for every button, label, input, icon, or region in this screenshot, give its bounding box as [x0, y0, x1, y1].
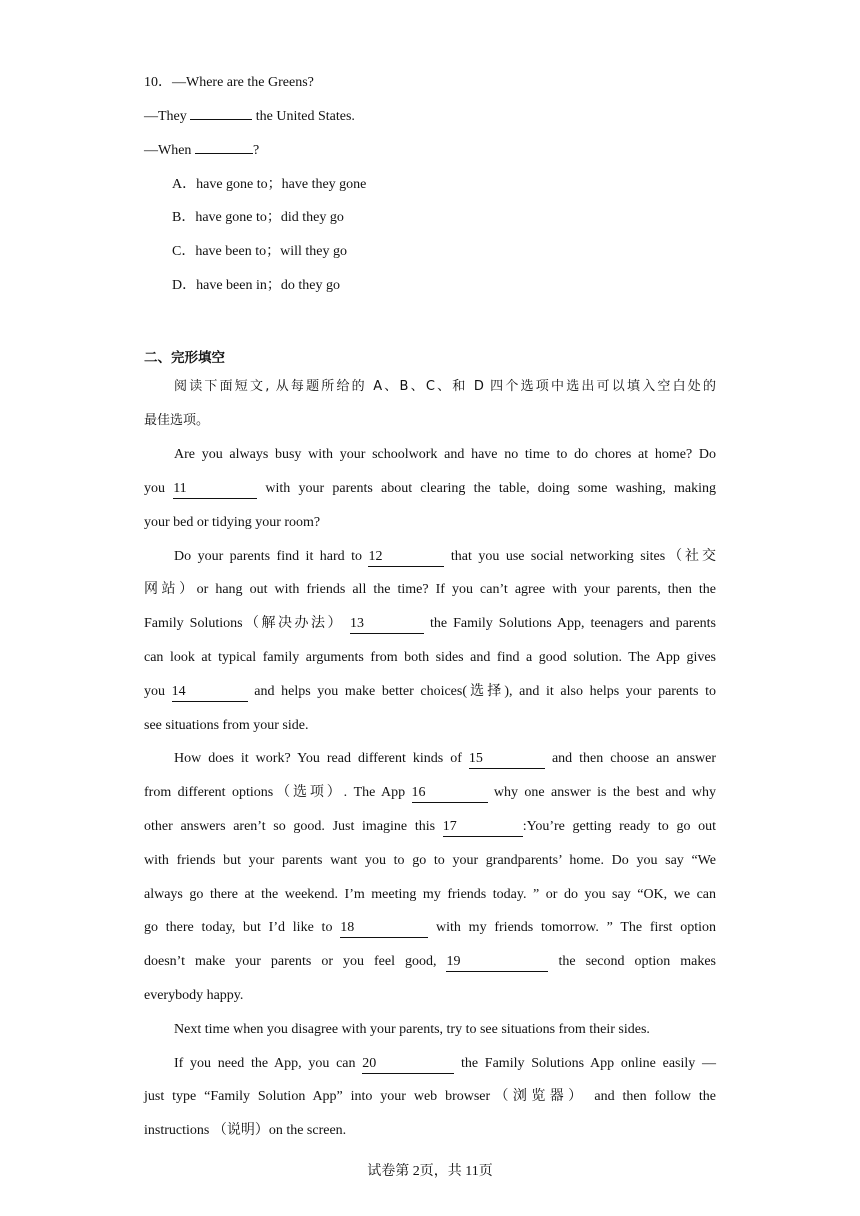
- question-10-line3: —When ?: [144, 143, 260, 158]
- instructions-line-1: 阅读下面短文, 从每题所给的 A、B、C、和 D 四个选项中选出可以填入空白处的: [174, 379, 716, 394]
- answer-blank: [195, 153, 253, 154]
- blank-20: 20: [362, 1055, 454, 1074]
- passage-line: Next time when you disagree with your parents, try to see situations from their sides.: [174, 1022, 650, 1037]
- passage-line: you 14 and helps you make better choices(选择), and it also helps your parents to: [144, 682, 716, 702]
- passage-line: go there today, but I’d like to 18 with my friends tomorrow. ” The first option: [144, 918, 716, 938]
- blank-19: 19: [446, 953, 548, 972]
- passage-line: always go there at the weekend. I’m meeting my friends today. ” or do you say “OK, we can: [144, 887, 716, 902]
- blank-18: 18: [340, 919, 428, 938]
- passage-line: you 11 with your parents about clearing the table, doing some washing, making: [144, 479, 716, 499]
- passage-line: doesn’t make your parents or you feel good, 19 the second option makes: [144, 952, 716, 972]
- blank-13: 13: [350, 615, 424, 634]
- blank-16: 16: [412, 784, 488, 803]
- answer-blank: [190, 119, 252, 120]
- passage-line: Do your parents find it hard to 12 that you use social networking sites（社交: [174, 547, 716, 567]
- passage-line: from different options（选项）. The App 16 why one answer is the best and why: [144, 783, 716, 803]
- passage-line: How does it work? You read different kinds of 15 and then choose an answer: [174, 749, 716, 769]
- blank-11: 11: [173, 480, 257, 499]
- question-10-stem: 10．—Where are the Greens?: [144, 75, 314, 90]
- blank-12: 12: [368, 548, 444, 567]
- option-a: A．have gone to；have they gone: [172, 177, 367, 192]
- passage-line: Are you always busy with your schoolwork and have no time to do chores at home? Do: [174, 447, 716, 462]
- section-heading: 二、完形填空: [144, 350, 225, 366]
- passage-line: can look at typical family arguments from both sides and find a good solution. The App gives: [144, 650, 716, 665]
- option-c: C．have been to；will they go: [172, 244, 347, 259]
- passage-line: 网站）or hang out with friends all the time? If you can’t agree with your parents, then the: [144, 582, 716, 597]
- option-b: B．have gone to；did they go: [172, 210, 344, 225]
- passage-line: your bed or tidying your room?: [144, 515, 321, 530]
- passage-line: other answers aren’t so good. Just imagine this 17 :You’re getting ready to go out: [144, 817, 716, 837]
- passage-line: with friends but your parents want you to go to your grandparents’ home. Do you say “We: [144, 853, 716, 868]
- instructions-line-2: 最佳选项。: [144, 413, 210, 428]
- passage-line: see situations from your side.: [144, 718, 309, 733]
- blank-17: 17: [443, 818, 523, 837]
- blank-15: 15: [469, 750, 545, 769]
- page-footer: 试卷第 2页，共 11页: [367, 1164, 493, 1179]
- passage-line: everybody happy.: [144, 988, 244, 1003]
- question-10-line2: —They the United States.: [144, 109, 355, 124]
- passage-line: Family Solutions（解决办法） 13 the Family Solutions App, teenagers and parents: [144, 614, 716, 634]
- option-d: D．have been in；do they go: [172, 278, 340, 293]
- passage-line: just type “Family Solution App” into your web browser（浏览器） and then follow the: [144, 1089, 716, 1104]
- passage-line: instructions （说明）on the screen.: [144, 1123, 347, 1138]
- blank-14: 14: [172, 683, 248, 702]
- passage-line: If you need the App, you can 20 the Family Solutions App online easily —: [174, 1054, 716, 1074]
